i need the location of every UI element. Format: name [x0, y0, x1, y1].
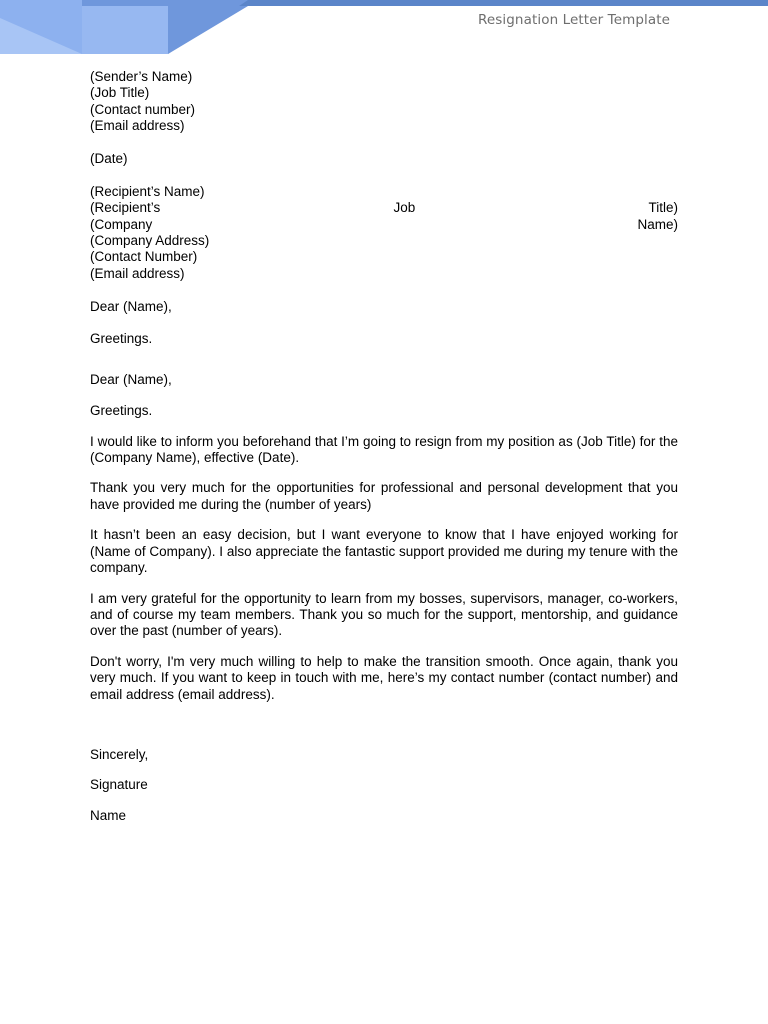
- header-title: Resignation Letter Template: [478, 12, 671, 28]
- recipient-job-title-part: Job: [393, 200, 416, 216]
- recipient-company-part: (Company: [90, 216, 153, 232]
- body-paragraph: Don't worry, I'm very much willing to help to make the transition smooth. Once again, thank you very much. If you want to keep in touch with me, here’s my contact number (contact number) and email address (email address).: [90, 653, 678, 702]
- salutation: Dear (Name),: [90, 371, 172, 387]
- recipient-name: (Recipient’s Name): [90, 183, 205, 199]
- greeting: Greetings.: [90, 331, 153, 347]
- recipient-job-title: [90, 200, 678, 216]
- letter-body: [90, 69, 678, 824]
- closing: Sincerely,: [90, 746, 149, 762]
- header-decoration: [0, 0, 260, 54]
- sender-name-closing: Name: [90, 807, 127, 823]
- recipient-company-part: Name): [637, 216, 678, 232]
- recipient-company: [90, 217, 678, 233]
- sender-job-title: (Job Title): [90, 85, 150, 101]
- recipient-email: (Email address): [90, 265, 185, 281]
- sender-name: (Sender’s Name): [90, 69, 193, 84]
- body-paragraph: I am very grateful for the opportunity to learn from my bosses, supervisors, manager, co-workers, and of course my team members. Thank you so much for the support, mentorship, and guidance over the past (number of years).: [90, 590, 678, 639]
- body-paragraph: I would like to inform you beforehand that I’m going to resign from my position as (Job Title) for the (Company Name), effective (Date).: [90, 433, 678, 466]
- letter-date: (Date): [90, 151, 128, 167]
- recipient-job-title-part: (Recipient’s: [90, 200, 161, 216]
- signature: Signature: [90, 777, 148, 793]
- recipient-address: (Company Address): [90, 233, 210, 249]
- recipient-job-title-part: Title): [648, 200, 678, 216]
- greeting: Greetings.: [90, 403, 153, 419]
- sender-email: (Email address): [90, 118, 185, 134]
- sender-contact: (Contact number): [90, 101, 196, 117]
- body-paragraph: Thank you very much for the opportunities for professional and personal development that you have provided me during the (number of years): [90, 480, 678, 512]
- body-paragraph: It hasn’t been an easy decision, but I want everyone to know that I have enjoyed working for (Name of Company). I also appreciate the fantastic support provided me during my tenure with the company.: [90, 527, 678, 576]
- recipient-contact: (Contact Number): [90, 249, 198, 265]
- salutation: Dear (Name),: [90, 298, 172, 314]
